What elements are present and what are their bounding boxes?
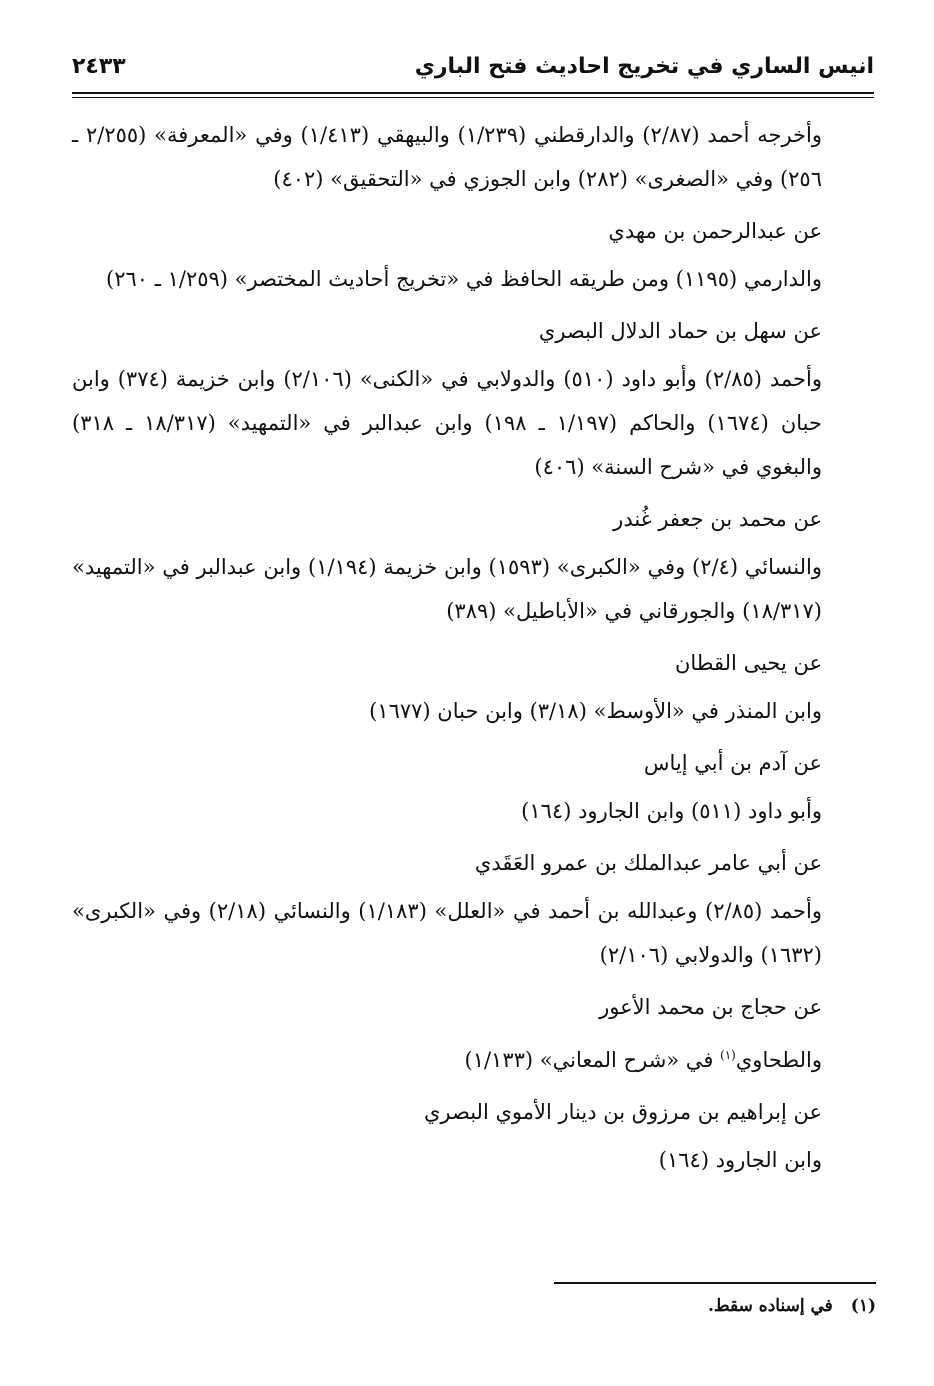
citation-text: والدارمي (١١٩٥) ومن طريقه الحافظ في «تخريج أحاديث المختصر» (١/٢٥٩ ـ ٢٦٠) bbox=[106, 267, 822, 291]
citation-paragraph bbox=[72, 789, 874, 833]
footnote bbox=[708, 1296, 876, 1316]
citation-paragraph bbox=[72, 257, 874, 301]
citation-text: وابن الجارود (١٦٤) bbox=[658, 1148, 822, 1172]
narrator-text: عن سهل بن حماد الدلال البصري bbox=[538, 319, 822, 343]
narrator-line bbox=[72, 841, 874, 885]
narrator-text: عن محمد بن جعفر غُندر bbox=[613, 507, 822, 531]
citation-text: وأبو داود (٥١١) وابن الجارود (١٦٤) bbox=[521, 799, 822, 823]
footnote-marker[interactable]: (١) bbox=[720, 1048, 736, 1062]
narrator-line bbox=[72, 741, 874, 785]
citation-paragraph bbox=[72, 689, 874, 733]
page-number: ٢٤٣٣ bbox=[72, 54, 126, 79]
narrator-text: عن حجاج بن محمد الأعور bbox=[599, 995, 822, 1019]
narrator-text: عن عبدالرحمن بن مهدي bbox=[608, 219, 822, 243]
narrator-line bbox=[72, 1090, 874, 1134]
citation-paragraph bbox=[72, 545, 874, 633]
header-rule-thick bbox=[72, 92, 874, 94]
citation-text: والطحاوي bbox=[735, 1048, 822, 1072]
citation-text: وابن المنذر في «الأوسط» (٣/١٨) وابن حبان (١٦٧٧) bbox=[369, 699, 822, 723]
citation-text: والنسائي (٢/٤) وفي «الكبرى» (١٥٩٣) وابن خزيمة (١/١٩٤) وابن عبدالبر في «التمهيد» (١٨/٣١٧) والجورقاني في «الأباطيل» (٣٨٩) bbox=[72, 555, 822, 623]
header-rule-thin bbox=[72, 97, 874, 98]
citation-text: وأحمد (٢/٨٥) وعبدالله بن أحمد في «العلل» (١/١٨٣) والنسائي (٢/١٨) وفي «الكبرى» (١٦٣٢) والدولابي (٢/١٠٦) bbox=[72, 899, 822, 967]
narrator-line bbox=[72, 497, 874, 541]
narrator-line bbox=[72, 309, 874, 353]
citation-text: وأخرجه أحمد (٢/٨٧) والدارقطني (١/٢٣٩) والبيهقي (١/٤١٣) وفي «المعرفة» (٢/٢٥٥ ـ ٢٥٦) وفي «الصغرى» (٢٨٢) وابن الجوزي في «التحقيق» (٤٠٢) bbox=[72, 123, 822, 191]
page-header bbox=[72, 52, 874, 94]
running-title: انيس الساري في تخريج احاديث فتح الباري bbox=[414, 54, 874, 79]
narrator-line bbox=[72, 641, 874, 685]
narrator-text: عن إبراهيم بن مرزوق بن دينار الأموي البصري bbox=[423, 1100, 822, 1124]
narrator-line bbox=[72, 985, 874, 1029]
footnote-text: في إسناده سقط. bbox=[707, 1296, 833, 1316]
citation-paragraph bbox=[72, 1138, 874, 1182]
citation-paragraph bbox=[72, 113, 874, 201]
narrator-text: عن يحيى القطان bbox=[674, 651, 822, 675]
footnote-separator bbox=[554, 1282, 876, 1284]
citation-paragraph bbox=[72, 357, 874, 489]
citation-text-continued: في «شرح المعاني» (١/١٣٣) bbox=[464, 1048, 721, 1072]
footnote-number: (١) bbox=[850, 1296, 876, 1316]
body-text bbox=[72, 113, 874, 1182]
citation-text: وأحمد (٢/٨٥) وأبو داود (٥١٠) والدولابي في «الكنى» (٢/١٠٦) وابن خزيمة (٣٧٤) وابن حبان (١٦٧٤) والحاكم (١/١٩٧ ـ ١٩٨) وابن عبدالبر في «التمهيد» (١٨/٣١٧ ـ ٣١٨) والبغوي في «شرح السنة» (٤٠٦) bbox=[72, 367, 823, 479]
citation-paragraph bbox=[72, 889, 874, 977]
narrator-line bbox=[72, 209, 874, 253]
narrator-text: عن أبي عامر عبدالملك بن عمرو العَقَدي bbox=[474, 851, 822, 875]
citation-paragraph bbox=[72, 1033, 874, 1082]
narrator-text: عن آدم بن أبي إياس bbox=[643, 751, 822, 775]
